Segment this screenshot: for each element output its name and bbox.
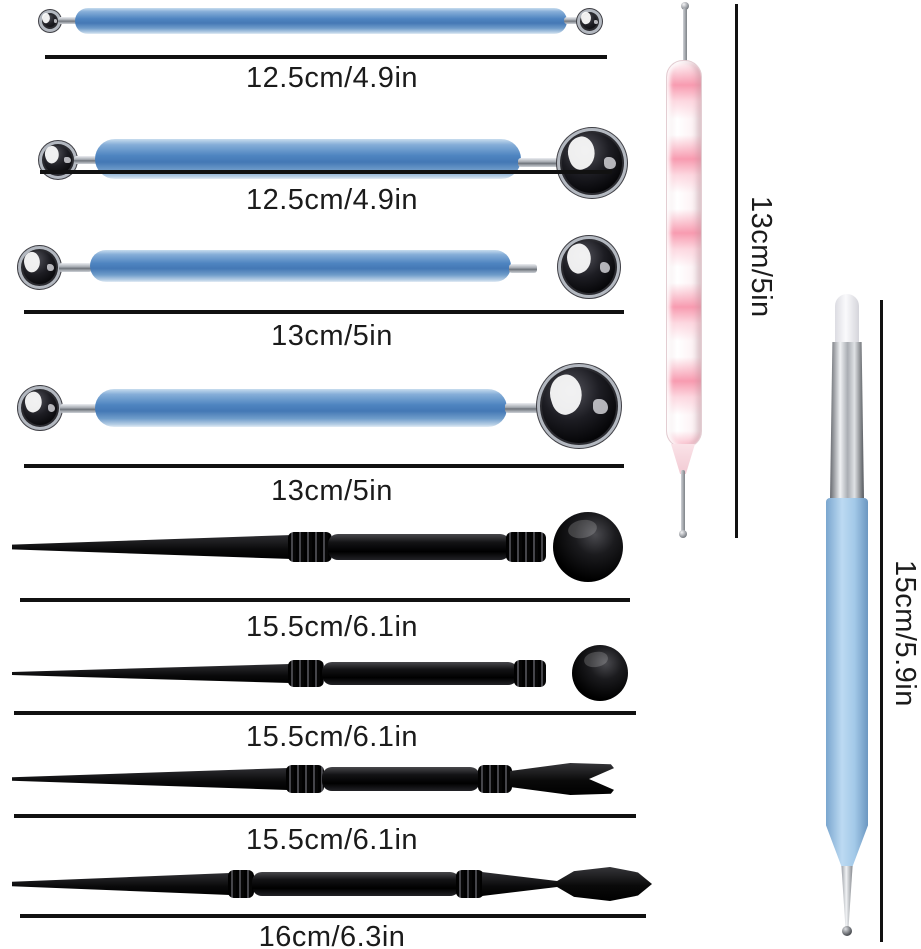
measurement-line-vertical xyxy=(880,300,883,942)
handle xyxy=(322,662,518,685)
ball-tip-right xyxy=(577,9,602,34)
dimension-label: 12.5cm/4.9in xyxy=(245,184,419,216)
dimension-label: 15.5cm/6.1in xyxy=(245,611,419,643)
ball-tip-right xyxy=(537,364,621,448)
pointed-tip xyxy=(12,535,292,559)
dimension-label-vertical: 15cm/5.9in xyxy=(889,560,921,707)
pointed-tip xyxy=(12,768,288,790)
grip-rings xyxy=(506,532,546,562)
ball-tip-left xyxy=(18,386,62,430)
handle xyxy=(252,872,460,896)
stylus-ball-bottom xyxy=(842,926,852,936)
measurement-line xyxy=(45,55,607,59)
blue-handle xyxy=(90,250,511,282)
handle xyxy=(328,534,510,560)
stylus-ball-bottom xyxy=(679,530,687,538)
ball-tip-right xyxy=(553,512,623,582)
blue-handle xyxy=(75,8,567,34)
measurement-line xyxy=(24,310,624,314)
dimension-label: 15.5cm/6.1in xyxy=(245,824,419,856)
grip-rings xyxy=(228,870,254,898)
measurement-line xyxy=(24,464,624,468)
grip-rings xyxy=(478,765,512,793)
handle xyxy=(322,767,480,791)
measurement-line xyxy=(20,914,646,918)
dimension-label: 13cm/5in xyxy=(271,475,393,507)
ball-tip-right xyxy=(558,236,620,298)
metal-pin xyxy=(505,403,540,413)
dimension-label: 13cm/5in xyxy=(271,320,393,352)
metal-ferrule xyxy=(830,342,864,500)
neck xyxy=(482,872,558,896)
grip-rings xyxy=(288,532,332,562)
pointed-tip xyxy=(12,873,230,895)
blue-handle xyxy=(95,389,507,427)
silicone-brush-tip xyxy=(835,294,859,346)
stylus-needle-bottom xyxy=(681,470,685,532)
measurement-line xyxy=(40,170,612,174)
stylus-needle-top xyxy=(683,8,687,64)
grip-rings xyxy=(514,660,546,687)
dimension-label: 15.5cm/6.1in xyxy=(245,721,419,753)
measurement-line-vertical xyxy=(735,4,738,538)
leaf-tip-right xyxy=(552,867,652,901)
dimension-label: 12.5cm/4.9in xyxy=(245,62,419,94)
ball-tip-right xyxy=(572,645,628,701)
dimension-label-vertical: 13cm/5in xyxy=(745,196,777,318)
measurement-line xyxy=(14,814,636,818)
metal-pin xyxy=(509,264,537,273)
metal-pin xyxy=(60,404,97,413)
metal-pin xyxy=(518,158,560,167)
stylus-needle-bottom xyxy=(840,866,854,930)
pointed-tip xyxy=(12,664,290,683)
metal-pin xyxy=(59,263,92,272)
dimension-label: 16cm/6.3in xyxy=(258,921,406,949)
ball-tip-left xyxy=(18,246,61,289)
measurement-line xyxy=(20,598,630,602)
grip-rings xyxy=(286,765,324,793)
gouge-tip-right xyxy=(510,763,614,795)
grip-rings xyxy=(456,870,484,898)
acrylic-barrel-pink-swirl xyxy=(666,60,702,448)
measurement-line xyxy=(14,711,636,715)
grip-rings xyxy=(288,660,324,687)
blue-handle xyxy=(826,498,868,870)
